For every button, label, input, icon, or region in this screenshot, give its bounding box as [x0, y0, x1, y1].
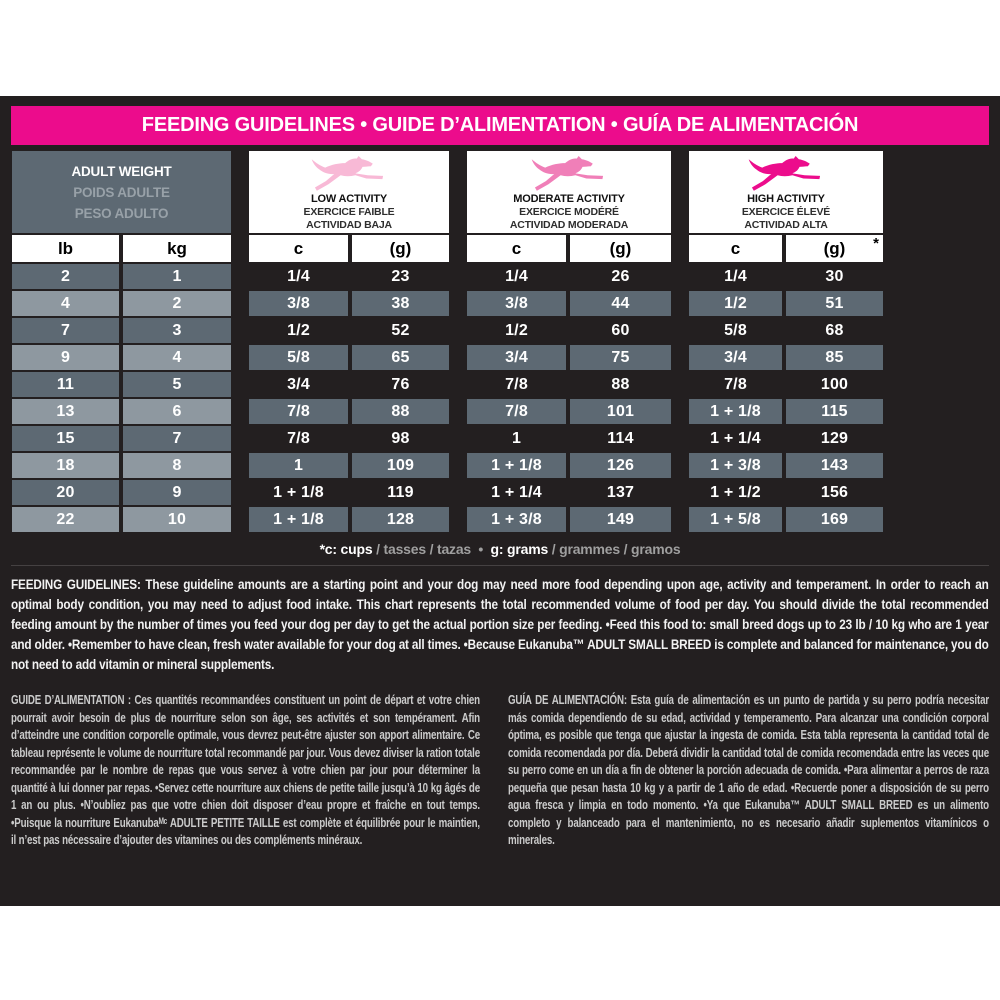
high-cups-cell: 7/8 [724, 375, 747, 393]
footnote-bullet: • [478, 541, 484, 557]
adult-weight-header [12, 151, 231, 233]
low-cups-cell: 7/8 [287, 429, 310, 447]
low-grams-cell: 128 [352, 507, 449, 532]
moderate-grams-cell: 149 [570, 507, 671, 532]
moderate-grams-cell: 88 [611, 375, 630, 393]
lb-cell: 11 [12, 372, 119, 397]
low-cups-cell: 1/2 [287, 321, 310, 339]
kg-cell: 4 [123, 345, 231, 370]
high-cups-cell: 1/2 [689, 291, 782, 316]
low-cups-cell: 5/8 [249, 345, 348, 370]
high-cups-cell: 1 + 1/2 [710, 483, 761, 501]
high-grams-cell: 51 [786, 291, 883, 316]
paragraph-lead-fr: GUIDE D’ALIMENTATION : [11, 693, 131, 707]
high-grams-cell: 30 [825, 267, 844, 285]
adult-weight-label-fr: POIDS ADULTE [73, 184, 170, 200]
low-cups-cell: 1 + 1/8 [249, 507, 348, 532]
unit-grams: (g) [570, 235, 671, 262]
activity-label-fr: EXERCICE ÉLEVÉ [741, 206, 831, 218]
moderate-cups-cell: 1/2 [505, 321, 528, 339]
paragraph-lead-es: GUÍA DE ALIMENTACIÓN: [508, 693, 627, 707]
grams-footnote-label: g: grams [490, 541, 549, 557]
moderate-cups-cell: 1 [511, 429, 522, 447]
cups-footnote-label: *c: cups [319, 541, 373, 557]
lb-cell: 13 [12, 399, 119, 424]
activity-label-en: MODERATE ACTIVITY [513, 193, 625, 205]
low-grams-cell: 23 [391, 267, 410, 285]
lb-cell: 9 [12, 345, 119, 370]
adult-weight-label-en: ADULT WEIGHT [71, 163, 172, 179]
moderate-cups-cell: 3/4 [467, 345, 566, 370]
kg-cell: 5 [123, 372, 231, 397]
kg-cell: 3 [123, 318, 231, 343]
high-grams-cell: 129 [820, 429, 849, 447]
banner-title: FEEDING GUIDELINES • GUIDE D’ALIMENTATION • GUÍA DE ALIMENTACIÓN [141, 114, 859, 136]
kg-cell: 6 [123, 399, 231, 424]
low-cups-cell: 7/8 [249, 399, 348, 424]
feeding-guidelines-paragraph-en [11, 574, 989, 674]
lb-cell: 4 [12, 291, 119, 316]
high-cups-cell: 1/4 [724, 267, 747, 285]
feeding-guidelines-paragraph-fr [11, 692, 480, 850]
grams-footnote-langs: / grammes / gramos [551, 541, 681, 557]
high-cups-cell: 3/4 [689, 345, 782, 370]
activity-label-es: ACTIVIDAD MODERADA [509, 219, 629, 231]
low-grams-cell: 109 [352, 453, 449, 478]
unit-cups: c [689, 235, 782, 262]
footnote-asterisk: * [873, 235, 879, 252]
moderate-cups-cell: 7/8 [505, 375, 528, 393]
unit-grams-label: (g) [823, 238, 846, 258]
paragraph-lead-en: FEEDING GUIDELINES: [11, 576, 141, 592]
kg-cell: 8 [123, 453, 231, 478]
moderate-activity-header [467, 151, 671, 233]
high-grams-cell: 156 [820, 483, 849, 501]
moderate-cups-cell: 1 + 3/8 [467, 507, 566, 532]
low-grams-cell: 88 [352, 399, 449, 424]
low-grams-cell: 52 [391, 321, 410, 339]
high-grams-cell: 100 [820, 375, 849, 393]
moderate-grams-cell: 26 [611, 267, 630, 285]
kg-cell: 10 [123, 507, 231, 532]
paragraph-body-fr: Ces quantités recommandées constituent un point de départ et votre chien pourrait avoir besoin de plus de nourriture selon son âge, ses activités et son tempérament. Afin d’atteindre une condition corporelle optimale, vous devrez peut-être ajuster son apport alimentaire. Ce tableau représente le volume de nourriture total recommandé par jour. Vous devez diviser la ration totale recommandée par le nombre de repas que vous servez à votre chien par jour pour déterminer la quantité à lui donner par repas. •Servez cette nourriture aux chiens de petite taille jusqu’à 10 kg âgés de 1 an ou plus. •N’oubliez pas que votre chien doit disposer d’eau propre et fraîche en tout temps. •Puisque la nourriture Eukanubaᴹᶜ ADULTE PETITE TAILLE est complète et équilibrée pour le maintien, il n’est pas nécessaire d’ajouter des vitamines ou des compléments minéraux. [11, 693, 480, 847]
low-grams-cell: 65 [352, 345, 449, 370]
running-dog-icon [744, 156, 828, 192]
low-activity-header [249, 151, 449, 233]
lb-cell: 15 [12, 426, 119, 451]
kg-cell: 1 [123, 264, 231, 289]
moderate-cups-cell: 1 + 1/4 [491, 483, 542, 501]
high-grams-cell: 68 [825, 321, 844, 339]
activity-label-en: HIGH ACTIVITY [747, 193, 825, 205]
paragraph-body-en: These guideline amounts are a starting point and your dog may need more food depending upon age, activity and temperament. In order to reach an optimal body condition, you may need to adjust food intake. This chart represents the total recommended volume of food per day. You should divide the total recommended feeding amount by the number of times you feed your dog per day to get the actual portion size per feeding. •Feed this food to: small breed dogs up to 23 lb / 10 kg who are 1 year and older. •Remember to have clean, fresh water available for your dog at all times. •Because Eukanuba™ ADULT SMALL BREED is complete and balanced for maintenance, you do not need to add vitamin or mineral supplements. [11, 576, 989, 672]
moderate-cups-cell: 1/4 [505, 267, 528, 285]
moderate-cups-cell: 1 + 1/8 [467, 453, 566, 478]
paragraph-body-es: Esta guía de alimentación es un punto de partida y su perro podría necesitar más comida dependiendo de su edad, actividad y temperamento. Para alcanzar una condición corporal óptima, es posible que tenga que ajustar la ingesta de comida. Esta tabla representa la cantidad total de comida recomendada por día. Deberá dividir la cantidad total de comida recomendada entre las veces que su perro come en un día a fin de obtener la porción adecuada de comida. •Para alimentar a perros de raza pequeña que pesan hasta 10 kg y a partir de 1 año de edad. •Recuerde poner a disposición de su perro agua fresca y limpia en todo momento. •Ya que Eukanuba™ ADULT SMALL BREED es un alimento completo y balanceado para el mantenimiento, no es necesario añadir suplementos vitamínicos o minerales. [508, 693, 989, 847]
unit-grams [786, 235, 883, 262]
low-cups-cell: 3/8 [249, 291, 348, 316]
feeding-table [11, 151, 989, 532]
unit-grams: (g) [352, 235, 449, 262]
high-grams-cell: 115 [786, 399, 883, 424]
feeding-guidelines-paragraph-es [508, 692, 989, 850]
kg-cell: 7 [123, 426, 231, 451]
high-cups-cell: 1 + 3/8 [689, 453, 782, 478]
feeding-guidelines-banner [11, 106, 989, 145]
cups-footnote-langs: / tasses / tazas [376, 541, 472, 557]
kg-cell: 2 [123, 291, 231, 316]
lb-cell: 2 [12, 264, 119, 289]
translations-columns [11, 692, 989, 850]
high-cups-cell: 1 + 1/4 [710, 429, 761, 447]
moderate-grams-cell: 60 [611, 321, 630, 339]
units-footnote [11, 541, 989, 557]
low-cups-cell: 1 [249, 453, 348, 478]
high-grams-cell: 85 [786, 345, 883, 370]
kg-cell: 9 [123, 480, 231, 505]
running-dog-icon [527, 156, 611, 192]
high-grams-cell: 169 [786, 507, 883, 532]
lb-cell: 22 [12, 507, 119, 532]
low-grams-cell: 38 [352, 291, 449, 316]
high-grams-cell: 143 [786, 453, 883, 478]
feeding-guidelines-panel [0, 96, 1000, 906]
adult-weight-label-es: PESO ADULTO [74, 205, 169, 221]
high-cups-cell: 5/8 [724, 321, 747, 339]
unit-kg: kg [123, 235, 231, 262]
moderate-grams-cell: 114 [607, 429, 634, 447]
low-grams-cell: 119 [387, 483, 414, 501]
lb-cell: 7 [12, 318, 119, 343]
activity-label-fr: EXERCICE MODÉRÉ [519, 206, 619, 218]
lb-cell: 18 [12, 453, 119, 478]
moderate-grams-cell: 75 [570, 345, 671, 370]
unit-lb: lb [12, 235, 119, 262]
low-cups-cell: 1/4 [287, 267, 310, 285]
low-grams-cell: 98 [391, 429, 410, 447]
high-activity-header [689, 151, 883, 233]
low-cups-cell: 3/4 [287, 375, 310, 393]
lb-cell: 20 [12, 480, 119, 505]
activity-label-es: ACTIVIDAD BAJA [306, 219, 392, 231]
unit-cups: c [249, 235, 348, 262]
moderate-grams-cell: 137 [606, 483, 635, 501]
moderate-grams-cell: 44 [570, 291, 671, 316]
moderate-grams-cell: 126 [570, 453, 671, 478]
moderate-cups-cell: 3/8 [467, 291, 566, 316]
running-dog-icon [307, 156, 391, 192]
section-divider [11, 565, 989, 566]
activity-label-fr: EXERCICE FAIBLE [303, 206, 395, 218]
low-cups-cell: 1 + 1/8 [273, 483, 324, 501]
activity-label-en: LOW ACTIVITY [310, 193, 388, 205]
moderate-grams-cell: 101 [570, 399, 671, 424]
activity-label-es: ACTIVIDAD ALTA [744, 219, 828, 231]
high-cups-cell: 1 + 1/8 [689, 399, 782, 424]
low-grams-cell: 76 [391, 375, 410, 393]
unit-cups: c [467, 235, 566, 262]
moderate-cups-cell: 7/8 [467, 399, 566, 424]
high-cups-cell: 1 + 5/8 [689, 507, 782, 532]
